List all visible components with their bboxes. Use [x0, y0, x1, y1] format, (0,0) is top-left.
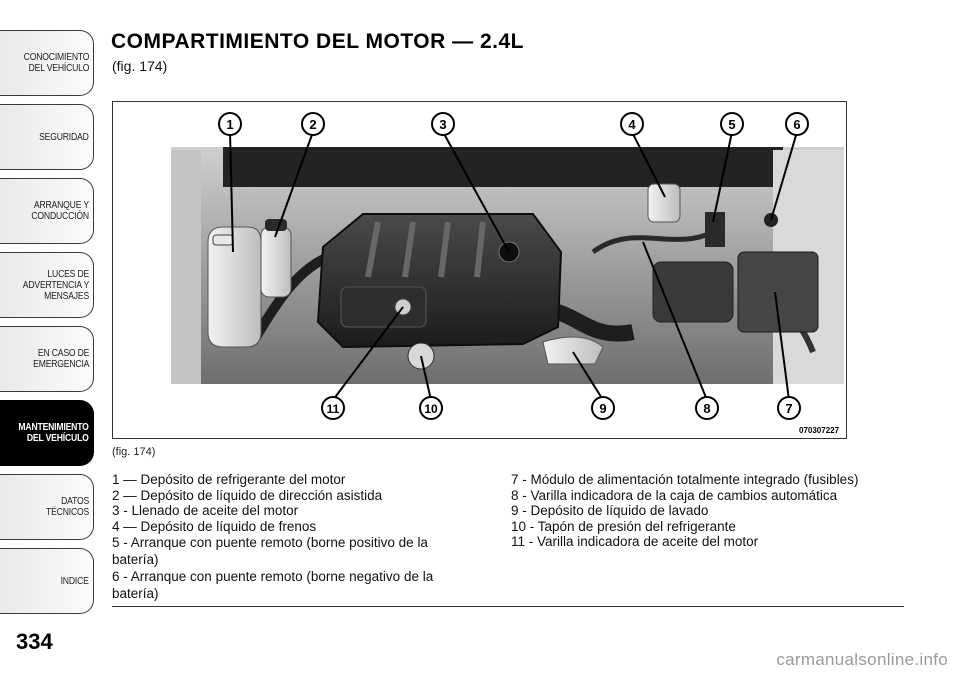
svg-text:3: 3 — [439, 117, 447, 132]
callout-11 — [322, 397, 344, 419]
callout-1 — [219, 113, 241, 135]
tab-label: INDICE — [60, 575, 89, 587]
svg-text:9: 9 — [599, 401, 607, 416]
legend-item: 7 - Módulo de alimentación totalmente integrado (fusibles) — [511, 472, 859, 487]
tab-arranque[interactable] — [0, 178, 94, 244]
legend-item: 8 - Varilla indicadora de la caja de cambios automática — [511, 487, 838, 503]
tab-conocimiento[interactable] — [0, 30, 94, 96]
legend-item: 3 - Llenado de aceite del motor — [112, 503, 299, 519]
engine-illustration — [113, 102, 846, 438]
legend-item: 4 — Depósito de líquido de frenos — [112, 518, 317, 534]
svg-text:1: 1 — [226, 117, 234, 132]
legend-item: 1 — Depósito de refrigerante del motor — [112, 472, 346, 487]
legend-left — [112, 472, 472, 602]
power-steering-reservoir — [261, 227, 291, 297]
legend-item: 11 - Varilla indicadora de aceite del motor — [511, 534, 759, 550]
page-subtitle: (fig. 174) — [112, 58, 168, 74]
figure-caption: (fig. 174) — [112, 446, 156, 458]
callout-4 — [621, 113, 643, 135]
tab-label: DATOS TÉCNICOS — [45, 496, 89, 518]
svg-text:10: 10 — [424, 402, 438, 416]
legend-item: 10 - Tapón de presión del refrigerante — [511, 518, 736, 534]
tab-indice[interactable] — [0, 548, 94, 614]
watermark: carmanualsonline.info — [776, 650, 948, 669]
legend-item: 2 — Depósito de líquido de dirección asistida — [112, 487, 383, 503]
tab-label: LUCES DE ADVERTENCIA Y MENSAJES — [22, 268, 89, 302]
callout-2 — [302, 113, 324, 135]
tab-mantenimiento[interactable] — [0, 400, 94, 466]
svg-text:11: 11 — [326, 402, 340, 416]
tab-label: ARRANQUE Y CONDUCCIÓN — [31, 200, 89, 222]
left-fender — [171, 150, 201, 384]
svg-text:5: 5 — [728, 117, 736, 132]
callout-6 — [786, 113, 808, 135]
svg-text:2: 2 — [309, 117, 317, 132]
callout-5 — [721, 113, 743, 135]
tab-luces[interactable] — [0, 252, 94, 318]
svg-text:4: 4 — [628, 117, 636, 132]
air-cleaner-box — [653, 262, 733, 322]
tab-label: SEGURIDAD — [39, 131, 89, 143]
page-number: 334 — [16, 629, 53, 654]
figure-code: 070307227 — [799, 426, 840, 435]
callout-9 — [592, 397, 614, 419]
legend-item: 9 - Depósito de líquido de lavado — [511, 503, 709, 519]
cowl-panel — [223, 147, 783, 187]
svg-text:7: 7 — [785, 401, 793, 416]
page-title: COMPARTIMIENTO DEL MOTOR — 2.4L — [111, 30, 524, 53]
legend-item: 6 - Arranque con puente remoto (borne negativo de la batería) — [112, 569, 434, 602]
callout-3 — [432, 113, 454, 135]
tab-seguridad[interactable] — [0, 104, 94, 170]
callout-7 — [778, 397, 800, 419]
tab-emergencia[interactable] — [0, 326, 94, 392]
svg-text:6: 6 — [793, 117, 801, 132]
power-steering-cap — [265, 219, 287, 231]
legend-right — [511, 472, 901, 550]
engine-figure — [112, 101, 847, 439]
divider — [112, 606, 904, 607]
svg-text:8: 8 — [703, 401, 711, 416]
callout-10 — [420, 397, 442, 419]
cover-panel — [341, 287, 426, 327]
legend-item: 5 - Arranque con puente remoto (borne positivo de la batería) — [112, 535, 428, 568]
washer-reservoir — [543, 337, 603, 364]
coolant-cap — [213, 235, 233, 245]
tab-datos[interactable] — [0, 474, 94, 540]
tab-label: MANTENIMIENTO DEL VEHÍCULO — [18, 422, 89, 444]
callout-8 — [696, 397, 718, 419]
brake-reservoir — [648, 184, 680, 222]
tab-label: EN CASO DE EMERGENCIA — [32, 348, 89, 370]
tab-label: CONOCIMIENTO DEL VEHÍCULO — [23, 52, 89, 74]
